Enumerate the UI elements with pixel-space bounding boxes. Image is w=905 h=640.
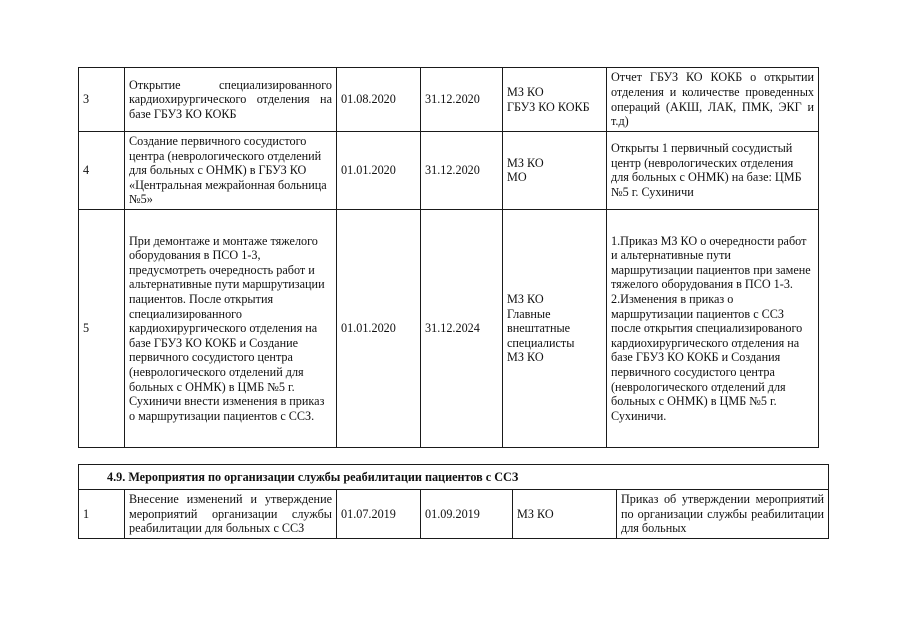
end-date-cell: 31.12.2020 bbox=[421, 132, 503, 210]
row-number: 5 bbox=[79, 209, 125, 447]
start-date-cell: 01.01.2020 bbox=[337, 209, 421, 447]
event-cell: Создание первичного сосудистого центра (неврологического отделений для больных с ОНМК) в ГБУЗ КО «Центральная межрайонная больница №5» bbox=[125, 132, 337, 210]
end-date-cell: 31.12.2024 bbox=[421, 209, 503, 447]
result-cell: 1.Приказ МЗ КО о очередности работ и альтернативные пути маршрутизации пациентов при замене тяжелого оборудования в ПСО 1-3. 2.Изменения в приказ о маршрутизации пациентов с ССЗ после открытия специализированого кардиохирургического отделения на базе ГБУЗ КО КОКБ и Создания первичного сосудистого центра (неврологического отделений для больных с ОНМК) в ЦМБ №5 г. Сухиничи. bbox=[607, 209, 819, 447]
start-date-cell: 01.01.2020 bbox=[337, 132, 421, 210]
table-row bbox=[79, 68, 819, 132]
result-cell: Отчет ГБУЗ КО КОКБ о открытии отделения и количестве проведенных операций (АКШ, ЛАК, ПМК, ЭКГ и т.д) bbox=[607, 68, 819, 132]
event-cell: Открытие специализированного кардиохирургического отделения на базе ГБУЗ КО КОКБ bbox=[125, 68, 337, 132]
table-row bbox=[79, 209, 819, 447]
row-number: 3 bbox=[79, 68, 125, 132]
responsible-cell: МЗ КО МО bbox=[503, 132, 607, 210]
rehabilitation-table bbox=[78, 464, 829, 539]
row-number: 4 bbox=[79, 132, 125, 210]
event-cell: Внесение изменений и утверждение мероприятий организации службы реабилитации для больных с ССЗ bbox=[125, 490, 337, 539]
end-date-cell: 31.12.2020 bbox=[421, 68, 503, 132]
responsible-cell: МЗ КО ГБУЗ КО КОКБ bbox=[503, 68, 607, 132]
event-cell: При демонтаже и монтаже тяжелого оборудования в ПСО 1-3, предусмотреть очередность работ и альтернативные пути маршрутизации пациентов. После открытия специализированного кардиохирургического отделения на базе ГБУЗ КО КОКБ и Создание первичного сосудистого центра (неврологического отделений для больных с ОНМК) в ЦМБ №5 г. Сухиничи внести изменения в приказ о маршрутизации пациентов с ССЗ. bbox=[125, 209, 337, 447]
responsible-cell: МЗ КО bbox=[513, 490, 617, 539]
result-cell: Приказ об утверждении мероприятий по организации службы реабилитации для больных bbox=[617, 490, 829, 539]
row-number: 1 bbox=[79, 490, 125, 539]
section-title: 4.9. Мероприятия по организации службы реабилитации пациентов с ССЗ bbox=[79, 465, 829, 490]
section-header-row bbox=[79, 465, 829, 490]
table-row bbox=[79, 490, 829, 539]
start-date-cell: 01.07.2019 bbox=[337, 490, 421, 539]
start-date-cell: 01.08.2020 bbox=[337, 68, 421, 132]
measures-table bbox=[78, 67, 819, 448]
end-date-cell: 01.09.2019 bbox=[421, 490, 513, 539]
table-row bbox=[79, 132, 819, 210]
result-cell: Открыты 1 первичный сосудистый центр (неврологических отделения для больных с ОНМК) на базе: ЦМБ №5 г. Сухиничи bbox=[607, 132, 819, 210]
responsible-cell: МЗ КО Главные внештатные специалисты МЗ КО bbox=[503, 209, 607, 447]
